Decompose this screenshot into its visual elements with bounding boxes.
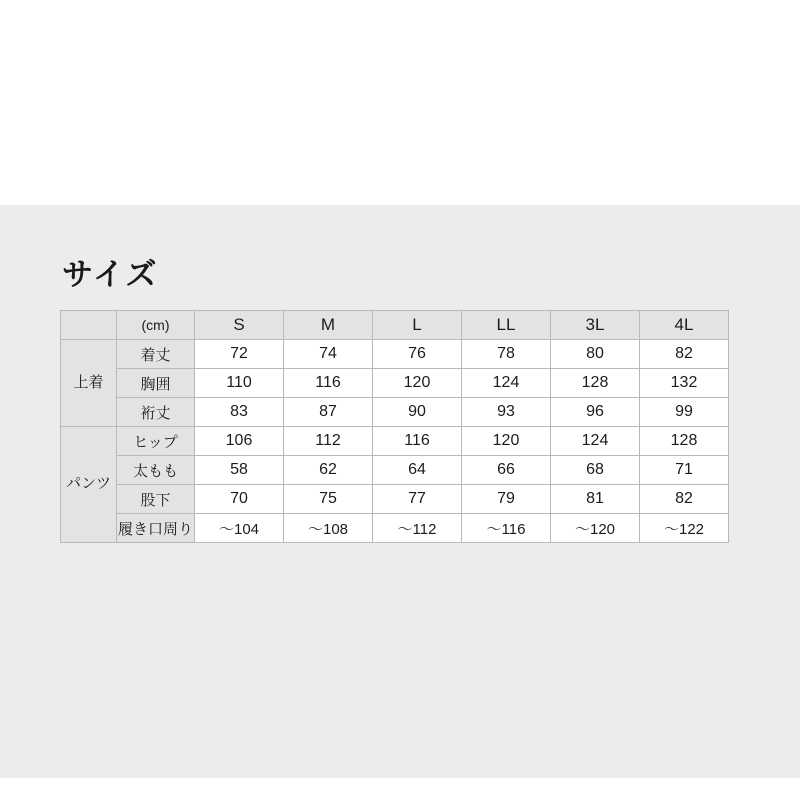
table-body bbox=[61, 340, 729, 543]
cell-futomomo-3l: 68 bbox=[551, 456, 640, 485]
size-chart-table bbox=[60, 310, 729, 543]
cell-yukitake-4l: 99 bbox=[640, 398, 729, 427]
group-label-pants: パンツ bbox=[61, 427, 117, 543]
cell-yukitake-l: 90 bbox=[373, 398, 462, 427]
cell-kyoui-ll: 124 bbox=[462, 369, 551, 398]
cell-kyoui-l: 120 bbox=[373, 369, 462, 398]
cell-kyoui-m: 116 bbox=[284, 369, 373, 398]
row-label-futomomo: 太もも bbox=[117, 456, 195, 485]
table-header-row bbox=[61, 311, 729, 340]
cell-kyoui-s: 110 bbox=[195, 369, 284, 398]
cell-hip-ll: 120 bbox=[462, 427, 551, 456]
table-row bbox=[61, 369, 729, 398]
size-section bbox=[60, 258, 730, 543]
cell-yukitake-s: 83 bbox=[195, 398, 284, 427]
cell-yukitake-3l: 96 bbox=[551, 398, 640, 427]
cell-kitake-m: 74 bbox=[284, 340, 373, 369]
cell-futomomo-4l: 71 bbox=[640, 456, 729, 485]
cell-matashita-3l: 81 bbox=[551, 485, 640, 514]
row-label-hip: ヒップ bbox=[117, 427, 195, 456]
header-unit: (cm) bbox=[117, 311, 195, 340]
cell-matashita-l: 77 bbox=[373, 485, 462, 514]
cell-matashita-ll: 79 bbox=[462, 485, 551, 514]
cell-hip-s: 106 bbox=[195, 427, 284, 456]
cell-hakiguchimawari-3l: ～120 bbox=[551, 514, 640, 543]
cell-matashita-s: 70 bbox=[195, 485, 284, 514]
cell-hip-3l: 124 bbox=[551, 427, 640, 456]
cell-matashita-m: 75 bbox=[284, 485, 373, 514]
table-row bbox=[61, 398, 729, 427]
row-label-hakiguchimawari: 履き口周り bbox=[117, 514, 195, 543]
table-row bbox=[61, 485, 729, 514]
header-size-m: M bbox=[284, 311, 373, 340]
cell-yukitake-ll: 93 bbox=[462, 398, 551, 427]
table-row bbox=[61, 340, 729, 369]
cell-hakiguchimawari-m: ～108 bbox=[284, 514, 373, 543]
cell-hakiguchimawari-4l: ～122 bbox=[640, 514, 729, 543]
header-size-l: L bbox=[373, 311, 462, 340]
cell-hip-4l: 128 bbox=[640, 427, 729, 456]
cell-matashita-4l: 82 bbox=[640, 485, 729, 514]
cell-kyoui-4l: 132 bbox=[640, 369, 729, 398]
header-size-ll: LL bbox=[462, 311, 551, 340]
cell-kitake-3l: 80 bbox=[551, 340, 640, 369]
header-size-3l: 3L bbox=[551, 311, 640, 340]
cell-hakiguchimawari-l: ～112 bbox=[373, 514, 462, 543]
header-size-s: S bbox=[195, 311, 284, 340]
cell-futomomo-l: 64 bbox=[373, 456, 462, 485]
row-label-matashita: 股下 bbox=[117, 485, 195, 514]
cell-futomomo-m: 62 bbox=[284, 456, 373, 485]
cell-yukitake-m: 87 bbox=[284, 398, 373, 427]
table-row bbox=[61, 456, 729, 485]
cell-kitake-4l: 82 bbox=[640, 340, 729, 369]
header-corner-blank bbox=[61, 311, 117, 340]
group-label-jacket: 上着 bbox=[61, 340, 117, 427]
cell-kitake-s: 72 bbox=[195, 340, 284, 369]
header-size-4l: 4L bbox=[640, 311, 729, 340]
page-title: サイズ bbox=[62, 257, 159, 292]
cell-futomomo-s: 58 bbox=[195, 456, 284, 485]
table-row bbox=[61, 514, 729, 543]
cell-kitake-l: 76 bbox=[373, 340, 462, 369]
cell-kitake-ll: 78 bbox=[462, 340, 551, 369]
cell-hakiguchimawari-ll: ～116 bbox=[462, 514, 551, 543]
row-label-kyoui: 胸囲 bbox=[117, 369, 195, 398]
cell-hip-m: 112 bbox=[284, 427, 373, 456]
row-label-yukitake: 裄丈 bbox=[117, 398, 195, 427]
cell-hip-l: 116 bbox=[373, 427, 462, 456]
cell-kyoui-3l: 128 bbox=[551, 369, 640, 398]
table-header bbox=[61, 311, 729, 340]
cell-futomomo-ll: 66 bbox=[462, 456, 551, 485]
table-row bbox=[61, 427, 729, 456]
row-label-kitake: 着丈 bbox=[117, 340, 195, 369]
cell-hakiguchimawari-s: ～104 bbox=[195, 514, 284, 543]
